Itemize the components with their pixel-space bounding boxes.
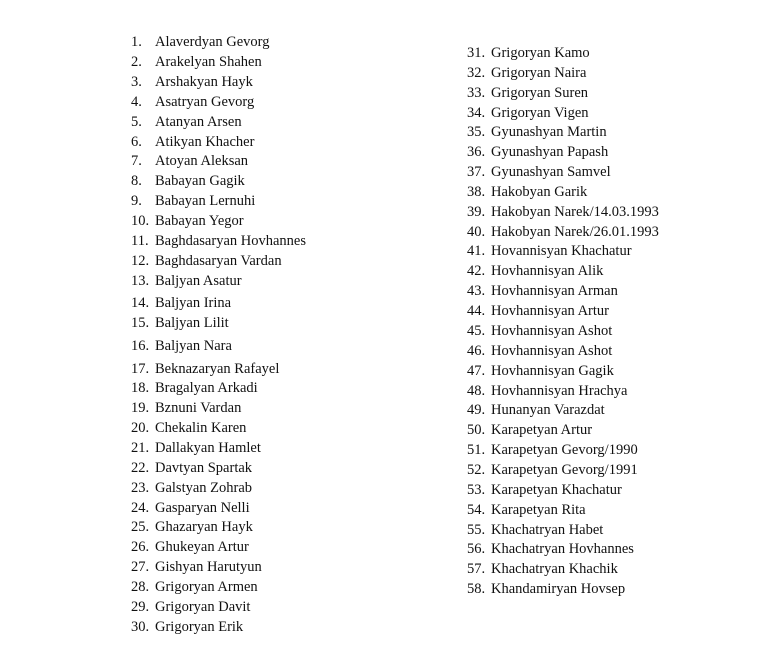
list-item-number: 33.: [467, 85, 486, 101]
list-item-name: Hovhannisyan Ashot: [491, 323, 613, 339]
list-item-name: Babayan Lernuhi: [155, 193, 256, 209]
list-item-name: Baljyan Nara: [155, 338, 232, 354]
list-item: [467, 203, 659, 221]
list-item-name: Galstyan Zohrab: [155, 480, 253, 496]
list-item-number: 21.: [131, 440, 150, 456]
list-item-number: 28.: [131, 579, 150, 595]
list-item-number: 29.: [131, 599, 150, 615]
list-item: [467, 223, 659, 241]
list-item: [131, 252, 282, 270]
list-item: [467, 401, 605, 419]
list-item-name: Gasparyan Nelli: [155, 500, 250, 516]
list-item-number: 24.: [131, 500, 150, 516]
list-item-name: Hovannisyan Khachatur: [491, 243, 632, 259]
list-item: [467, 163, 611, 181]
list-item-name: Baljyan Asatur: [155, 273, 242, 289]
list-item: [131, 598, 250, 616]
list-item-number: 56.: [467, 541, 486, 557]
list-item: [467, 362, 614, 380]
list-item: [467, 143, 608, 161]
list-item: [467, 560, 618, 578]
list-item-number: 27.: [131, 559, 150, 575]
list-item-number: 19.: [131, 400, 150, 416]
list-item-name: Karapetyan Artur: [491, 422, 593, 438]
list-item-number: 41.: [467, 243, 486, 259]
list-item-number: 37.: [467, 164, 486, 180]
list-item-number: 25.: [131, 519, 150, 535]
list-item-number: 23.: [131, 480, 150, 496]
list-item-number: 40.: [467, 224, 486, 240]
list-item-name: Atikyan Khacher: [155, 134, 255, 150]
list-item-number: 53.: [467, 482, 486, 498]
list-item-name: Hovhannisyan Alik: [491, 263, 604, 279]
list-item-name: Gyunashyan Papash: [491, 144, 609, 160]
list-item-number: 7.: [131, 153, 142, 169]
list-item-number: 32.: [467, 65, 486, 81]
list-item-name: Grigoryan Armen: [155, 579, 258, 595]
list-item-name: Grigoryan Suren: [491, 85, 589, 101]
list-item-name: Grigoryan Vigen: [491, 105, 589, 121]
list-item-name: Atanyan Arsen: [155, 114, 242, 130]
list-item: [467, 421, 592, 439]
list-item-name: Grigoryan Davit: [155, 599, 251, 615]
list-item-name: Khachatryan Hovhannes: [491, 541, 634, 557]
list-item-number: 15.: [131, 315, 150, 331]
list-item-name: Chekalin Karen: [155, 420, 247, 436]
list-item-name: Hakobyan Narek/14.03.1993: [491, 204, 659, 220]
list-item-name: Hakobyan Garik: [491, 184, 588, 200]
list-item: [467, 282, 618, 300]
list-item-name: Karapetyan Gevorg/1990: [491, 442, 638, 458]
list-item-name: Khachatryan Khachik: [491, 561, 618, 577]
list-item-number: 13.: [131, 273, 150, 289]
list-item: [467, 441, 638, 459]
list-item-name: Baljyan Irina: [155, 295, 232, 311]
list-item: [467, 382, 628, 400]
list-item-number: 9.: [131, 193, 142, 209]
list-item-number: 17.: [131, 361, 150, 377]
list-item-number: 6.: [131, 134, 142, 150]
list-item-name: Baghdasaryan Hovhannes: [155, 233, 306, 249]
list-item: [131, 314, 229, 332]
list-item-number: 8.: [131, 173, 142, 189]
list-item: [131, 73, 253, 91]
list-item: [131, 419, 246, 437]
list-item-name: Baljyan Lilit: [155, 315, 229, 331]
list-item-name: Bznuni Vardan: [155, 400, 242, 416]
list-item-number: 49.: [467, 402, 486, 418]
list-item: [467, 481, 622, 499]
list-item: [131, 152, 248, 170]
list-item-name: Karapetyan Rita: [491, 502, 586, 518]
list-item: [131, 133, 254, 151]
list-item-number: 38.: [467, 184, 486, 200]
list-item: [467, 322, 612, 340]
list-item-number: 43.: [467, 283, 486, 299]
list-item-name: Hovhannisyan Artur: [491, 303, 609, 319]
list-item-name: Hovhannisyan Hrachya: [491, 383, 628, 399]
list-item-number: 47.: [467, 363, 486, 379]
list-item: [131, 479, 252, 497]
list-item-number: 36.: [467, 144, 486, 160]
list-item: [467, 183, 587, 201]
list-item-name: Gyunashyan Martin: [491, 124, 607, 140]
list-item-number: 20.: [131, 420, 150, 436]
list-item-number: 58.: [467, 581, 486, 597]
list-item-number: 3.: [131, 74, 142, 90]
list-item-number: 57.: [467, 561, 486, 577]
list-item-number: 52.: [467, 462, 486, 478]
list-item-name: Ghukeyan Artur: [155, 539, 249, 555]
list-item-name: Hunanyan Varazdat: [491, 402, 605, 418]
list-item-number: 35.: [467, 124, 486, 140]
list-item-number: 48.: [467, 383, 486, 399]
list-item: [467, 580, 625, 598]
list-item: [467, 84, 588, 102]
list-item-number: 31.: [467, 45, 486, 61]
list-item: [467, 262, 603, 280]
list-item: [131, 337, 232, 355]
list-item: [131, 294, 231, 312]
list-item-number: 55.: [467, 522, 486, 538]
list-item: [131, 459, 252, 477]
list-item-number: 46.: [467, 343, 486, 359]
list-item: [131, 272, 242, 290]
list-item-number: 39.: [467, 204, 486, 220]
list-item-number: 22.: [131, 460, 150, 476]
list-item-name: Khachatryan Habet: [491, 522, 604, 538]
list-item-number: 44.: [467, 303, 486, 319]
list-item-name: Atoyan Aleksan: [155, 153, 249, 169]
list-item-number: 45.: [467, 323, 486, 339]
list-item: [467, 123, 607, 141]
list-item-name: Khandamiryan Hovsep: [491, 581, 626, 597]
list-item-number: 50.: [467, 422, 486, 438]
list-item: [467, 461, 638, 479]
list-item: [467, 540, 634, 558]
list-item: [131, 578, 258, 596]
list-item-number: 14.: [131, 295, 150, 311]
list-item-name: Grigoryan Naira: [491, 65, 587, 81]
list-item-name: Dallakyan Hamlet: [155, 440, 261, 456]
list-item-name: Ghazaryan Hayk: [155, 519, 253, 535]
list-item-name: Hovhannisyan Ashot: [491, 343, 613, 359]
list-item: [467, 44, 590, 62]
list-item-number: 4.: [131, 94, 142, 110]
list-item: [131, 399, 241, 417]
list-item: [131, 518, 253, 536]
list-item-number: 5.: [131, 114, 142, 130]
list-item: [467, 501, 586, 519]
list-item-number: 11.: [131, 233, 149, 249]
list-item-number: 30.: [131, 619, 150, 635]
list-item-number: 18.: [131, 380, 150, 396]
list-item-name: Grigoryan Erik: [155, 619, 244, 635]
list-item: [131, 192, 255, 210]
list-item: [131, 558, 262, 576]
list-item-name: Hakobyan Narek/26.01.1993: [491, 224, 659, 240]
list-item-name: Beknazaryan Rafayel: [155, 361, 280, 377]
list-item: [131, 439, 261, 457]
list-item-name: Gishyan Harutyun: [155, 559, 262, 575]
list-item-name: Babayan Gagik: [155, 173, 245, 189]
list-item-number: 26.: [131, 539, 150, 555]
list-item-name: Babayan Yegor: [155, 213, 244, 229]
list-item-number: 16.: [131, 338, 150, 354]
list-item: [131, 499, 250, 517]
list-item: [131, 232, 306, 250]
list-item-name: Alaverdyan Gevorg: [155, 34, 270, 50]
list-item-name: Karapetyan Gevorg/1991: [491, 462, 638, 478]
list-item: [467, 104, 589, 122]
list-item: [131, 93, 254, 111]
list-item: [131, 113, 242, 131]
list-item-name: Davtyan Spartak: [155, 460, 253, 476]
list-item: [467, 302, 609, 320]
list-item-name: Gyunashyan Samvel: [491, 164, 611, 180]
list-item-name: Bragalyan Arkadi: [155, 380, 258, 396]
list-item: [131, 618, 243, 636]
list-item: [467, 242, 632, 260]
list-item-name: Asatryan Gevorg: [155, 94, 255, 110]
list-item-name: Karapetyan Khachatur: [491, 482, 622, 498]
list-item-number: 51.: [467, 442, 486, 458]
list-item-number: 42.: [467, 263, 486, 279]
list-item: [131, 172, 245, 190]
list-item-number: 10.: [131, 213, 150, 229]
list-item: [131, 53, 262, 71]
list-item-name: Arshakyan Hayk: [155, 74, 253, 90]
list-item: [131, 538, 249, 556]
list-item: [131, 379, 258, 397]
list-item: [467, 64, 586, 82]
list-item-name: Hovhannisyan Gagik: [491, 363, 614, 379]
list-item-number: 54.: [467, 502, 486, 518]
list-item: [131, 360, 279, 378]
list-item: [467, 521, 603, 539]
list-item-name: Arakelyan Shahen: [155, 54, 262, 70]
list-item: [131, 33, 270, 51]
list-item-name: Grigoryan Kamo: [491, 45, 590, 61]
list-item-name: Baghdasaryan Vardan: [155, 253, 282, 269]
list-item-number: 12.: [131, 253, 150, 269]
list-item-number: 1.: [131, 34, 142, 50]
list-item-name: Hovhannisyan Arman: [491, 283, 618, 299]
list-item-number: 2.: [131, 54, 142, 70]
list-item: [131, 212, 244, 230]
list-item-number: 34.: [467, 105, 486, 121]
list-item: [467, 342, 612, 360]
